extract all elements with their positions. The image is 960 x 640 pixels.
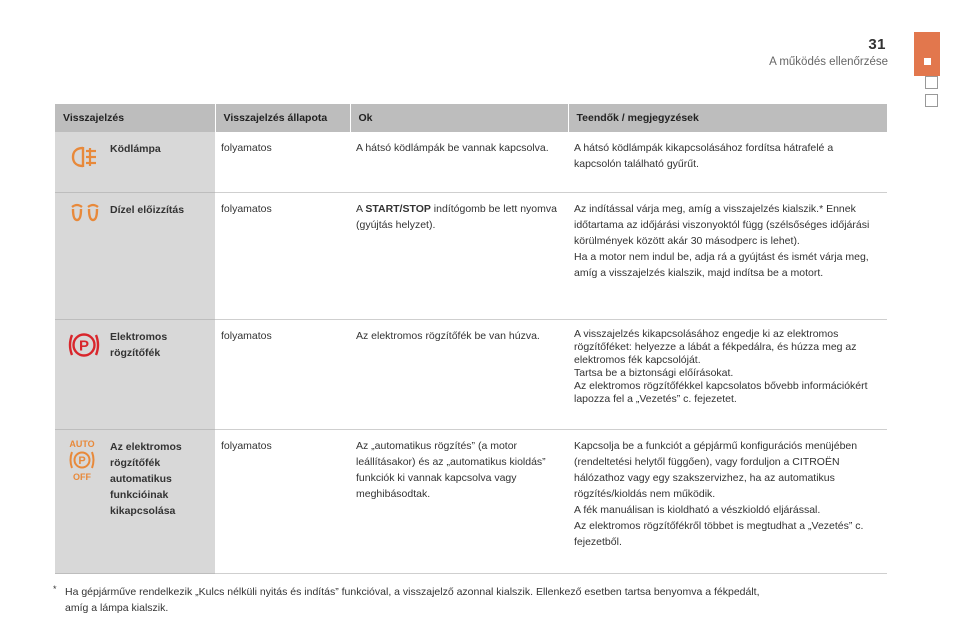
cause-cell: A hátsó ködlámpák be vannak kapcsolva. bbox=[350, 132, 568, 192]
action-cell bbox=[568, 319, 887, 429]
auto-brake-off-icon bbox=[65, 438, 99, 489]
electric-parking-brake-icon bbox=[67, 330, 101, 365]
state-cell: folyamatos bbox=[215, 429, 350, 573]
action-cell: A hátsó ködlámpák kikapcsolásához fordítsa hátrafelé a kapcsolón található gyűrűt. bbox=[568, 132, 887, 192]
action-paragraph: A fék manuálisan is kioldható a vészkioldó eljárással. bbox=[574, 503, 821, 516]
action-paragraph: Tartsa be a biztonsági előírásokat. bbox=[574, 366, 734, 379]
state-cell: folyamatos bbox=[215, 192, 350, 319]
footnote-text-cont: amíg a lámpa kialszik. bbox=[65, 602, 169, 614]
signal-cell bbox=[55, 192, 215, 319]
svg-text:P: P bbox=[78, 337, 90, 354]
off-icon-text: OFF bbox=[73, 471, 91, 482]
table-header-row bbox=[55, 104, 887, 132]
footnote bbox=[55, 584, 895, 616]
tab-marker bbox=[924, 58, 931, 65]
col-header-action: Teendők / megjegyzések bbox=[568, 104, 887, 132]
signal-name: Elektromos rögzítőfék bbox=[110, 330, 168, 359]
action-paragraph: Ha a motor nem indul be, adja rá a gyújtást és ismét várja meg, amíg a visszajelzés kialszik, majd indítsa be a motort. bbox=[574, 250, 869, 279]
cause-cell: Az „automatikus rögzítés” (a motor leállításakor) és az „automatikus kioldás” funkciók ki vannak kapcsolva vagy meghibásodtak. bbox=[350, 429, 568, 573]
action-paragraph: Kapcsolja be a funkciót a gépjármű konfigurációs menüjében (rendeltetési helytől függően), vagy forduljon a CITROËN hálózathoz vagy egy szakszervizhez, ha az automatikus rögzítés/kioldás nem működik. bbox=[574, 439, 858, 500]
chapter-tab-empty-2 bbox=[925, 94, 938, 107]
signal-cell bbox=[55, 429, 215, 573]
cause-suffix: indítógomb be lett nyomva (gyújtás helyzet). bbox=[356, 202, 557, 231]
footnote-marker: * bbox=[53, 584, 57, 594]
action-paragraph: Az elektromos rögzítőfékről többet is megtudhat a „Vezetés” c. fejezetből. bbox=[574, 519, 864, 548]
action-cell bbox=[568, 429, 887, 573]
col-header-cause: Ok bbox=[350, 104, 568, 132]
svg-text:P: P bbox=[78, 454, 86, 467]
signal-cell bbox=[55, 132, 215, 192]
cause-prefix: A bbox=[356, 202, 366, 215]
table-row bbox=[55, 132, 887, 192]
auto-icon-text: AUTO bbox=[69, 438, 95, 449]
table-row bbox=[55, 319, 887, 429]
chapter-tab bbox=[914, 32, 940, 76]
chapter-tab-empty-1 bbox=[925, 76, 938, 89]
rear-fog-lamp-icon bbox=[69, 144, 99, 175]
signal-name: Ködlámpa bbox=[110, 143, 161, 155]
action-paragraph: Az elektromos rögzítőfékkel kapcsolatos bővebb információkért lapozza fel a „Vezetés” c. fejezetet. bbox=[574, 379, 868, 405]
signal-name: Dízel előizzítás bbox=[110, 203, 185, 216]
action-paragraph: A visszajelzés kikapcsolásához engedje ki az elektromos rögzítőféket: helyezze a lábát a fékpedálra, és húzza meg az elektromos fék kapcsolóját. bbox=[574, 327, 857, 366]
table-row bbox=[55, 429, 887, 573]
warning-lamps-table bbox=[55, 104, 888, 574]
action-paragraph: Az indítással várja meg, amíg a visszajelzés kialszik.* Ennek időtartama az időjárási viszonyoktól függ (szélsőséges időjárási körülmények között akár 30 másodperc is lehet). bbox=[574, 202, 870, 247]
page-number: 31 bbox=[868, 36, 886, 53]
start-stop-label: START/STOP bbox=[365, 202, 431, 215]
action-cell bbox=[568, 192, 887, 319]
table-row bbox=[55, 192, 887, 319]
cause-cell: Az elektromos rögzítőfék be van húzva. bbox=[350, 319, 568, 429]
col-header-state: Visszajelzés állapota bbox=[215, 104, 350, 132]
col-header-signal: Visszajelzés bbox=[55, 104, 215, 132]
state-cell: folyamatos bbox=[215, 319, 350, 429]
diesel-preheat-icon bbox=[69, 203, 101, 228]
section-title: A működés ellenőrzése bbox=[769, 56, 888, 68]
signal-name: Az elektromos rögzítőfék automatikus funkcióinak kikapcsolása bbox=[110, 440, 182, 517]
signal-cell bbox=[55, 319, 215, 429]
cause-cell bbox=[350, 192, 568, 319]
state-cell: folyamatos bbox=[215, 132, 350, 192]
footnote-text: Ha gépjárműve rendelkezik „Kulcs nélküli nyitás és indítás” funkcióval, a visszajelző azonnal kialszik. Ellenkező esetben tartsa benyomva a fékpedált, bbox=[65, 586, 760, 598]
